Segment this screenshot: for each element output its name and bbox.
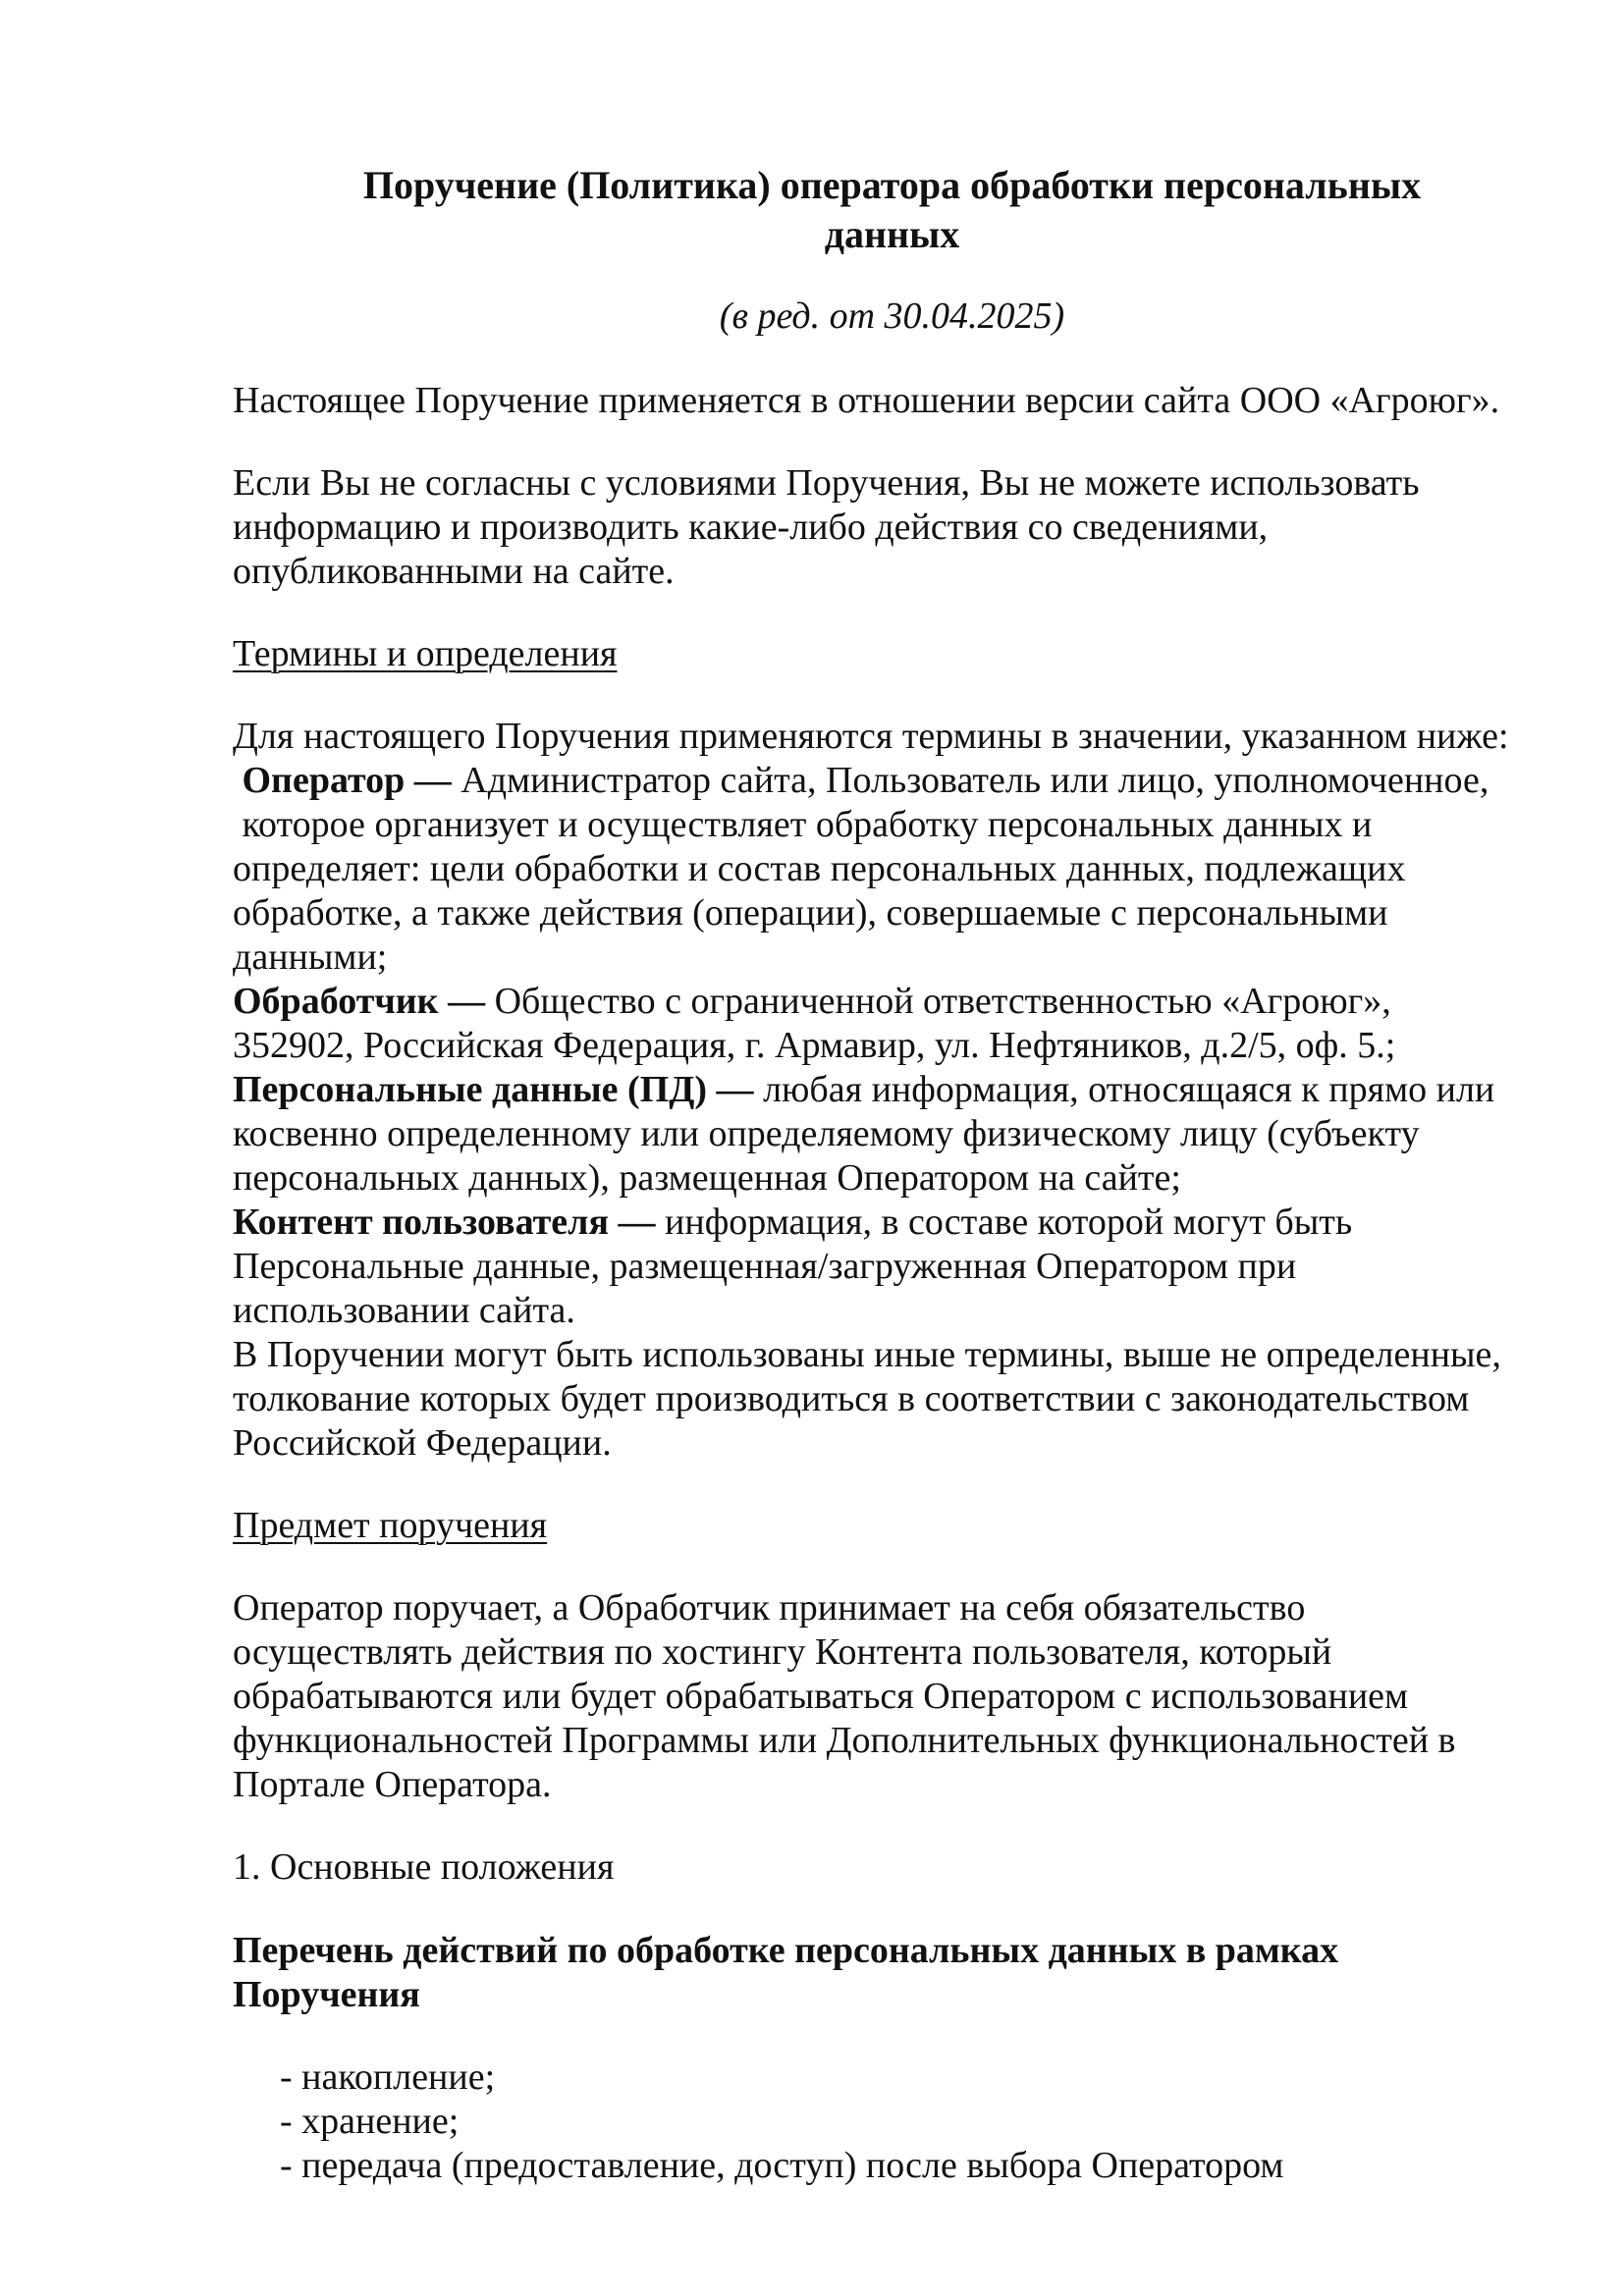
line-text: обработке, а также действия (операции), совершаемые с персональными xyxy=(233,892,1388,934)
line-text: - накопление; xyxy=(280,2056,496,2098)
line-text: Поручения xyxy=(233,1974,420,2015)
text-line xyxy=(233,1377,1551,1421)
line-text: определяет: цели обработки и состав персональных данных, подлежащих xyxy=(233,848,1406,889)
text-line xyxy=(233,1421,1551,1466)
line-text: Портале Оператора. xyxy=(233,1764,552,1805)
text-line xyxy=(233,1068,1551,1112)
text-line xyxy=(233,550,1551,594)
line-text: - передача (предоставление, доступ) после выбора Оператором xyxy=(280,2145,1284,2186)
text-line xyxy=(233,1201,1551,1245)
line-text: Если Вы не согласны с условиями Поручения, Вы не можете использовать xyxy=(233,462,1420,504)
line-text: обрабатываются или будет обрабатываться Оператором с использованием xyxy=(233,1676,1409,1717)
text-line xyxy=(233,294,1551,339)
revision-date xyxy=(233,294,1551,339)
text-line xyxy=(233,803,1551,847)
term-definition: Общество с ограниченной ответственностью «Агроюг», xyxy=(485,981,1391,1022)
text-line xyxy=(233,980,1551,1024)
text-line xyxy=(233,1929,1551,1973)
line-text: осуществлять действия по хостингу Контента пользователя, который xyxy=(233,1631,1332,1673)
line-text: Российской Федерации. xyxy=(233,1422,612,1464)
text-line xyxy=(233,1112,1551,1156)
list-item xyxy=(280,2100,1598,2144)
term-name: Контент пользователя — xyxy=(233,1201,656,1243)
text-line xyxy=(233,461,1551,506)
line-text: толкование которых будет производиться в соответствии с законодательством xyxy=(233,1378,1470,1419)
line-text: которое организует и осуществляет обработку персональных данных и xyxy=(233,804,1373,845)
line-text: косвенно определенному или определяемому физическому лицу (субъекту xyxy=(233,1113,1420,1154)
line-text: Настоящее Поручение применяется в отношении версии сайта ООО «Агроюг». xyxy=(233,380,1500,421)
text-line xyxy=(233,1675,1551,1719)
term-definition: Администратор сайта, Пользователь или лицо, уполномоченное, xyxy=(451,760,1489,801)
line-text: данных xyxy=(824,212,960,256)
list-item xyxy=(280,2056,1598,2100)
line-text: опубликованными на сайте. xyxy=(233,551,675,592)
line-text: персональных данных), размещенная Оператором на сайте; xyxy=(233,1157,1181,1199)
text-line xyxy=(233,1504,1551,1548)
actions-list-heading xyxy=(233,1929,1551,2017)
section-basic-provisions xyxy=(233,1845,1551,1890)
text-line xyxy=(233,1973,1551,2017)
line-text: Для настоящего Поручения применяются термины в значении, указанном ниже: xyxy=(233,716,1509,757)
text-line xyxy=(233,891,1551,935)
line-text: В Поручении могут быть использованы иные термины, выше не определенные, xyxy=(233,1334,1501,1375)
text-line xyxy=(233,161,1551,210)
text-line xyxy=(233,379,1551,423)
text-line xyxy=(233,1845,1551,1890)
line-text: Персональные данные, размещенная/загруженная Оператором при xyxy=(233,1246,1297,1287)
text-line xyxy=(233,715,1551,759)
term-name: Персональные данные (ПД) — xyxy=(233,1069,754,1110)
actions-list xyxy=(280,2056,1598,2188)
line-text: (в ред. от 30.04.2025) xyxy=(719,295,1065,337)
text-line xyxy=(233,1763,1551,1807)
term-name: Обработчик — xyxy=(233,981,486,1022)
intro-paragraph xyxy=(233,379,1551,423)
line-text: - хранение; xyxy=(280,2101,460,2142)
text-line xyxy=(233,1156,1551,1201)
line-text: информацию и производить какие-либо действия со сведениями, xyxy=(233,507,1269,548)
line-text: данными; xyxy=(233,936,388,978)
section-heading-subject xyxy=(233,1504,1551,1548)
text-line xyxy=(233,1024,1551,1068)
text-line xyxy=(233,210,1551,259)
line-text: Перечень действий по обработке персональных данных в рамках xyxy=(233,1930,1339,1971)
text-line xyxy=(233,1245,1551,1289)
line-text: Поручение (Политика) оператора обработки персональных xyxy=(362,163,1422,207)
subject-paragraph xyxy=(233,1586,1551,1807)
line-text: 352902, Российская Федерация, г. Армавир, ул. Нефтяников, д.2/5, оф. 5.; xyxy=(233,1025,1396,1066)
text-line xyxy=(233,759,1551,803)
line-text: использовании сайта. xyxy=(233,1290,575,1331)
text-line xyxy=(233,632,1551,676)
disclaimer-paragraph xyxy=(233,461,1551,594)
definitions-paragraph xyxy=(233,715,1551,1466)
text-line xyxy=(233,847,1551,891)
line-text: Предмет поручения xyxy=(233,1505,548,1546)
document-title xyxy=(233,161,1551,259)
line-text: Оператор поручает, а Обработчик принимает на себя обязательство xyxy=(233,1587,1306,1629)
text-line xyxy=(233,506,1551,550)
text-line xyxy=(233,1719,1551,1763)
term-name: Оператор — xyxy=(233,760,452,801)
text-line xyxy=(233,1289,1551,1333)
line-text: 1. Основные положения xyxy=(233,1846,615,1888)
text-line xyxy=(233,1333,1551,1377)
term-definition: информация, в составе которой могут быть xyxy=(655,1201,1353,1243)
text-line xyxy=(233,1586,1551,1630)
text-line xyxy=(233,1630,1551,1675)
section-heading-terms xyxy=(233,632,1551,676)
text-line xyxy=(233,935,1551,980)
line-text: Термины и определения xyxy=(233,633,618,674)
term-definition: любая информация, относящаяся к прямо или xyxy=(753,1069,1495,1110)
line-text: функциональностей Программы или Дополнительных функциональностей в xyxy=(233,1720,1456,1761)
list-item xyxy=(280,2144,1598,2188)
